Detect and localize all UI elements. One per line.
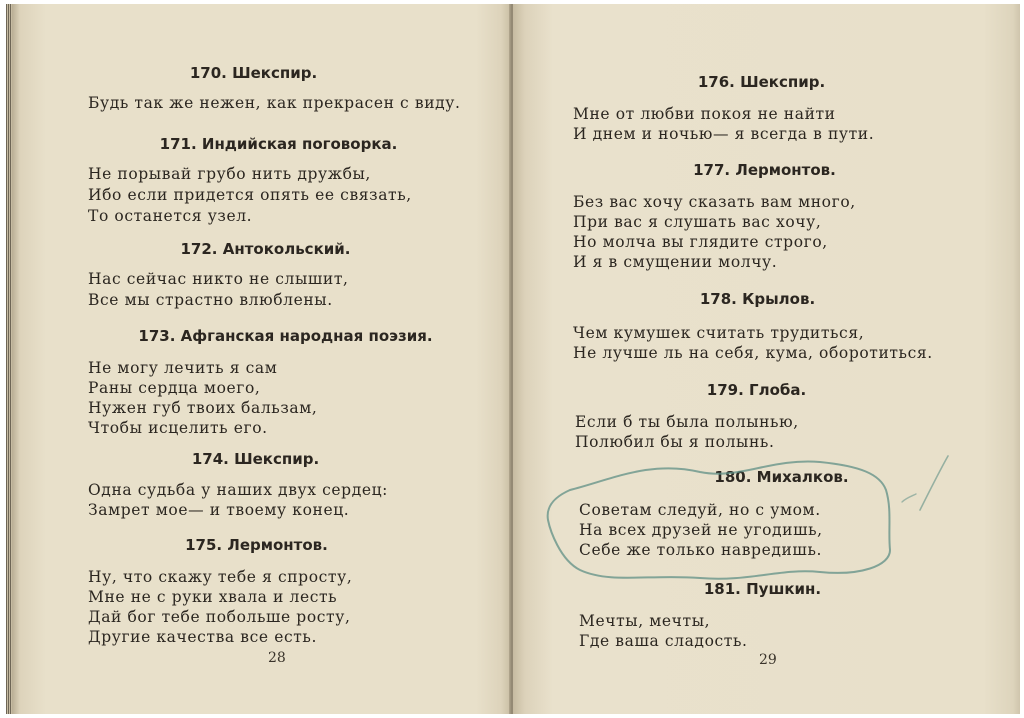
entry-181 [513, 580, 1020, 650]
entry-number: 173. [138, 327, 176, 345]
entry-number: 178. [699, 290, 737, 308]
entry-heading [503, 73, 1020, 91]
quote-line: Советам следуй, но с умом. [579, 501, 821, 519]
entry-author: Афганская народная поэзия. [180, 327, 433, 345]
quote-line: Замрет мое— и твоему конец. [88, 501, 350, 519]
entry-heading [0, 450, 511, 468]
entry-author: Индийская поговорка. [201, 135, 398, 153]
entry-number: 171. [159, 135, 197, 153]
entry-heading [0, 64, 511, 82]
entry-178 [513, 290, 1020, 362]
entry-177 [513, 161, 1020, 271]
entry-author: Михалков. [756, 468, 849, 486]
entry-number: 176. [697, 73, 735, 91]
entry-175 [6, 536, 511, 646]
entry-heading [509, 161, 1020, 179]
quote-line: Дай бог тебе побольше росту, [88, 608, 351, 626]
quote-line: Раны сердца моего, [88, 379, 261, 397]
entry-author: Крылов. [742, 290, 816, 308]
quote-line: Не лучше ль на себя, кума, оборотиться. [573, 344, 933, 362]
quote-line: Где ваша сладость. [579, 632, 748, 650]
open-book [6, 4, 1020, 714]
entry-170 [6, 64, 511, 112]
entry-author: Шекспир. [740, 73, 826, 91]
entry-number: 175. [185, 536, 223, 554]
quote-line: Будь так же нежен, как прекрасен с виду. [88, 94, 461, 112]
quote-line: Не порывай грубо нить дружбы, [88, 165, 371, 183]
entry-heading [60, 327, 511, 345]
entry-author: Антокольский. [222, 240, 351, 258]
entry-author: Шекспир. [232, 64, 318, 82]
quote-line: Ибо если придется опять ее связать, [88, 186, 412, 204]
entry-number: 170. [189, 64, 227, 82]
entry-heading [2, 536, 511, 554]
quote-line: Мне от любви покоя не найти [573, 105, 836, 123]
quote-line: Не могу лечить я сам [88, 359, 278, 377]
quote-line: Но молча вы глядите строго, [573, 233, 828, 251]
quote-line: При вас я слушать вас хочу, [573, 213, 822, 231]
quote-line: Если б ты была полынью, [575, 413, 799, 431]
entry-heading [20, 240, 511, 258]
quote-line: На всех друзей не угодишь, [579, 521, 823, 539]
quote-line: Полюбил бы я полынь. [575, 433, 775, 451]
quote-line: Все мы страстно влюблены. [88, 291, 333, 309]
quote-line: Без вас хочу сказать вам много, [573, 193, 856, 211]
page-edges [6, 4, 12, 714]
quote-line: Мечты, мечты, [579, 612, 711, 630]
page-number: 29 [759, 652, 777, 668]
entry-number: 172. [180, 240, 218, 258]
entry-heading [495, 290, 1020, 308]
entry-heading [543, 468, 1020, 486]
quote-line: Мне не с руки хвала и лесть [88, 588, 338, 606]
right-page [513, 4, 1020, 714]
entry-number: 181. [703, 580, 741, 598]
quote-line: Чем кумушек считать трудиться, [573, 324, 865, 342]
entry-171 [6, 135, 511, 225]
entry-author: Лермонтов. [227, 536, 328, 554]
entry-heading [505, 580, 1020, 598]
quote-line: И я в смущении молчу. [573, 253, 778, 271]
entry-179 [513, 381, 1020, 451]
entry-176 [513, 73, 1020, 143]
entry-number: 180. [714, 468, 752, 486]
quote-line: Одна судьба у наших двух сердец: [88, 481, 389, 499]
entry-author: Шекспир. [234, 450, 320, 468]
entry-number: 174. [191, 450, 229, 468]
left-page [6, 4, 511, 714]
page-number: 28 [268, 650, 286, 666]
quote-line: Нас сейчас никто не слышит, [88, 270, 349, 288]
entry-heading [46, 135, 511, 153]
entry-number: 179. [706, 381, 744, 399]
entry-heading [493, 381, 1020, 399]
entry-180 [513, 468, 1020, 559]
entry-173 [6, 327, 511, 437]
entry-author: Лермонтов. [735, 161, 836, 179]
quote-line: И днем и ночью— я всегда в пути. [573, 125, 875, 143]
quote-line: Себе же только навредишь. [579, 541, 823, 559]
quote-line: Нужен губ твоих бальзам, [88, 399, 318, 417]
quote-line: Чтобы исцелить его. [88, 419, 268, 437]
entry-172 [6, 240, 511, 309]
entry-author: Пушкин. [746, 580, 822, 598]
quote-line: То останется узел. [88, 207, 253, 225]
entry-author: Глоба. [749, 381, 807, 399]
quote-line: Другие качества все есть. [88, 628, 317, 646]
entry-174 [6, 450, 511, 519]
entry-number: 177. [693, 161, 731, 179]
quote-line: Ну, что скажу тебе я спросту, [88, 568, 353, 586]
